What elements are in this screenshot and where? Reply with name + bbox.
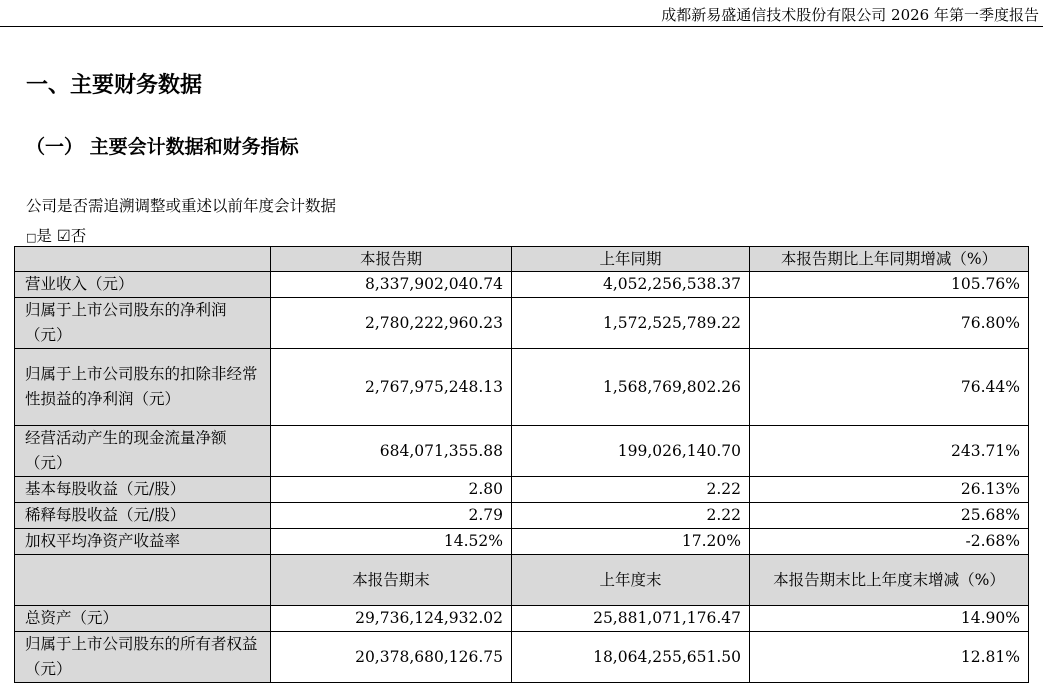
cell-prior: 4,052,256,538.37 xyxy=(512,272,750,298)
row-label: 经营活动产生的现金流量净额（元） xyxy=(15,426,271,477)
cell-prior: 25,881,071,176.47 xyxy=(512,606,750,632)
row-label: 归属于上市公司股东的扣除非经常性损益的净利润（元） xyxy=(15,349,271,426)
cell-change: 105.76% xyxy=(750,272,1029,298)
cell-change: 243.71% xyxy=(750,426,1029,477)
cell-prior: 17.20% xyxy=(512,529,750,555)
column-header: 本报告期 xyxy=(271,247,512,272)
cell-prior: 199,026,140.70 xyxy=(512,426,750,477)
table-header-row xyxy=(15,247,1029,272)
yes-label: 是 xyxy=(36,227,52,245)
column-header xyxy=(15,247,271,272)
cell-current: 2.79 xyxy=(271,503,512,529)
table-header-row-balance xyxy=(15,555,1029,606)
section-title: 一、主要财务数据 xyxy=(26,73,203,98)
table-row xyxy=(15,606,1029,632)
cell-change: 76.80% xyxy=(750,298,1029,349)
row-label: 归属于上市公司股东的所有者权益（元） xyxy=(15,632,271,683)
restatement-question: 公司是否需追溯调整或重述以前年度会计数据 xyxy=(26,197,337,215)
cell-current: 14.52% xyxy=(271,529,512,555)
report-header-title: 成都新易盛通信技术股份有限公司 2026 年第一季度报告 xyxy=(661,6,1039,24)
table-row xyxy=(15,272,1029,298)
column-header xyxy=(15,555,271,606)
financial-data-table xyxy=(14,246,1029,683)
table-row xyxy=(15,349,1029,426)
row-label: 稀释每股收益（元/股） xyxy=(15,503,271,529)
row-label: 加权平均净资产收益率 xyxy=(15,529,271,555)
column-header: 本报告期末 xyxy=(271,555,512,606)
cell-change: 25.68% xyxy=(750,503,1029,529)
no-checkbox[interactable]: ☑ xyxy=(56,227,71,245)
row-label: 基本每股收益（元/股） xyxy=(15,477,271,503)
cell-change: 26.13% xyxy=(750,477,1029,503)
cell-prior: 1,572,525,789.22 xyxy=(512,298,750,349)
cell-current: 8,337,902,040.74 xyxy=(271,272,512,298)
restatement-options xyxy=(26,224,86,246)
subsection-title: （一） 主要会计数据和财务指标 xyxy=(26,136,299,158)
header-divider xyxy=(0,26,1043,27)
cell-prior: 2.22 xyxy=(512,477,750,503)
column-header: 本报告期比上年同期增减（%） xyxy=(750,247,1029,272)
cell-current: 684,071,355.88 xyxy=(271,426,512,477)
cell-current: 2.80 xyxy=(271,477,512,503)
row-label: 归属于上市公司股东的净利润（元） xyxy=(15,298,271,349)
cell-prior: 18,064,255,651.50 xyxy=(512,632,750,683)
no-label: 否 xyxy=(70,227,87,245)
row-label: 营业收入（元） xyxy=(15,272,271,298)
row-label: 总资产（元） xyxy=(15,606,271,632)
table-row xyxy=(15,477,1029,503)
cell-prior: 1,568,769,802.26 xyxy=(512,349,750,426)
cell-current: 20,378,680,126.75 xyxy=(271,632,512,683)
table-row xyxy=(15,632,1029,683)
cell-change: -2.68% xyxy=(750,529,1029,555)
column-header: 上年度末 xyxy=(512,555,750,606)
table-row xyxy=(15,503,1029,529)
table-row xyxy=(15,298,1029,349)
table-row xyxy=(15,426,1029,477)
column-header: 本报告期末比上年度末增减（%） xyxy=(750,555,1029,606)
table-row xyxy=(15,529,1029,555)
cell-prior: 2.22 xyxy=(512,503,750,529)
column-header: 上年同期 xyxy=(512,247,750,272)
cell-change: 76.44% xyxy=(750,349,1029,426)
cell-change: 12.81% xyxy=(750,632,1029,683)
yes-checkbox[interactable]: □ xyxy=(26,231,37,244)
cell-change: 14.90% xyxy=(750,606,1029,632)
cell-current: 29,736,124,932.02 xyxy=(271,606,512,632)
cell-current: 2,780,222,960.23 xyxy=(271,298,512,349)
cell-current: 2,767,975,248.13 xyxy=(271,349,512,426)
